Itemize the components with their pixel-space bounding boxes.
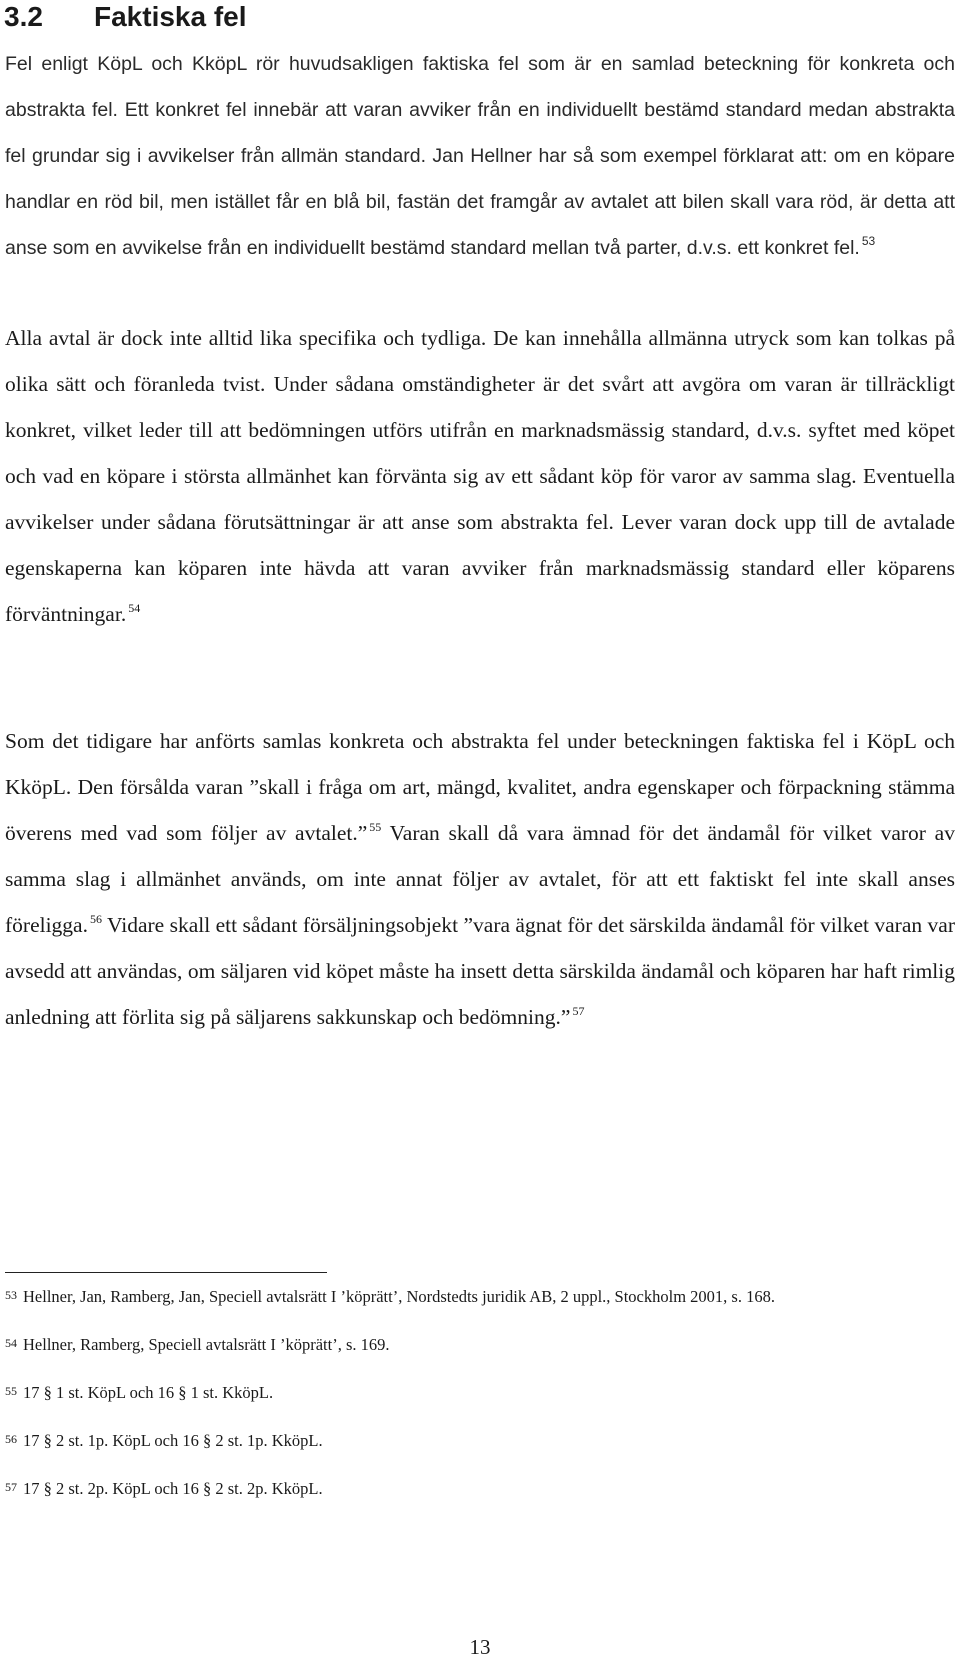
paragraph-1-text: Fel enligt KöpL och KköpL rör huvudsakligen faktiska fel som är en samlad beteckning för konkreta och abstrakta fel. Ett konkret fel innebär att varan avviker från en individuellt bestämd standard medan abstrakta fel grundar sig i avvikelser från allmän standard. Jan Hellner har så som exempel förklarat att: om en köpare handlar en röd bil, men istället får en blå bil, fastän det framgår av avtalet att bilen skall vara röd, är detta att anse som en avvikelse från en individuellt bestämd standard mellan två parter, d.v.s. ett konkret fel. [5,53,955,259]
paragraph-3 [5,718,955,1040]
paragraph-3-text-b: Varan skall då vara ämnad för det ändamål för vilket varor av samma slag i allmänhet används, om inte annat följer av avtalet, för att ett faktiskt fel inte skall anses föreligga. [5,821,955,937]
footnote-ref-55[interactable]: 55 [369,820,382,834]
footnote-56 [5,1427,950,1453]
footnote-text: 17 § 2 st. 1p. KöpL och 16 § 2 st. 1p. KköpL. [23,1431,323,1450]
footnote-ref-57[interactable]: 57 [572,1004,585,1018]
footnote-number: 53 [5,1288,17,1302]
footnote-text: Hellner, Jan, Ramberg, Jan, Speciell avtalsrätt I ’köprätt’, Nordstedts juridik AB, 2 uppl., Stockholm 2001, s. 168. [23,1287,775,1306]
footnote-54 [5,1331,950,1357]
paragraph-2-text: Alla avtal är dock inte alltid lika specifika och tydliga. De kan innehålla allmänna utryck som kan tolkas på olika sätt och föranleda tvist. Under sådana omständigheter är det svårt att avgöra om varan är tillräckligt konkret, vilket leder till att bedömningen utförs utifrån en marknadsmässig standard, d.v.s. syftet med köpet och vad en köpare i största allmänhet kan förvänta sig av ett sådant köp för varor av samma slag. Eventuella avvikelser under sådana förutsättningar är att anse som abstrakta fel. Lever varan dock upp till de avtalade egenskaperna kan köparen inte hävda att varan avviker från marknadsmässig standard eller köparens förväntningar. [5,326,955,626]
footnote-ref-53[interactable]: 53 [861,234,876,248]
footnote-divider [5,1272,327,1273]
footnote-number: 55 [5,1384,17,1398]
footnote-text: Hellner, Ramberg, Speciell avtalsrätt I ’köprätt’, s. 169. [23,1335,390,1354]
footnotes [5,1283,950,1523]
footnote-55 [5,1379,950,1405]
section-number: 3.2 [4,1,43,32]
paragraph-1 [5,41,955,271]
footnote-text: 17 § 1 st. KöpL och 16 § 1 st. KköpL. [23,1383,274,1402]
paragraph-2 [5,315,955,637]
footnote-number: 54 [5,1336,17,1350]
footnote-number: 56 [5,1432,17,1446]
footnote-ref-54[interactable]: 54 [128,601,141,615]
section-heading [4,0,247,34]
section-title: Faktiska fel [94,1,247,32]
footnote-number: 57 [5,1480,17,1494]
paragraph-3-text-c: Vidare skall ett sådant försäljningsobjekt ”vara ägnat för det särskilda ändamål för vilket varan var avsedd att användas, om säljaren vid köpet måste ha insett detta särskilda ändamål och köparen har haft rimlig anledning att förlita sig på säljarens sakkunskap och bedömning.” [5,913,955,1029]
footnote-57 [5,1475,950,1501]
footnote-ref-56[interactable]: 56 [89,912,102,926]
footnote-text: 17 § 2 st. 2p. KöpL och 16 § 2 st. 2p. KköpL. [23,1479,323,1498]
paragraph-3-text-a: Som det tidigare har anförts samlas konkreta och abstrakta fel under beteckningen faktiska fel i KöpL och KköpL. Den försålda varan ”skall i fråga om art, mängd, kvalitet, andra egenskaper och förpackning stämma överens med vad som följer av avtalet.” [5,729,955,845]
page-number: 13 [469,1635,491,1659]
footnote-53 [5,1283,950,1309]
